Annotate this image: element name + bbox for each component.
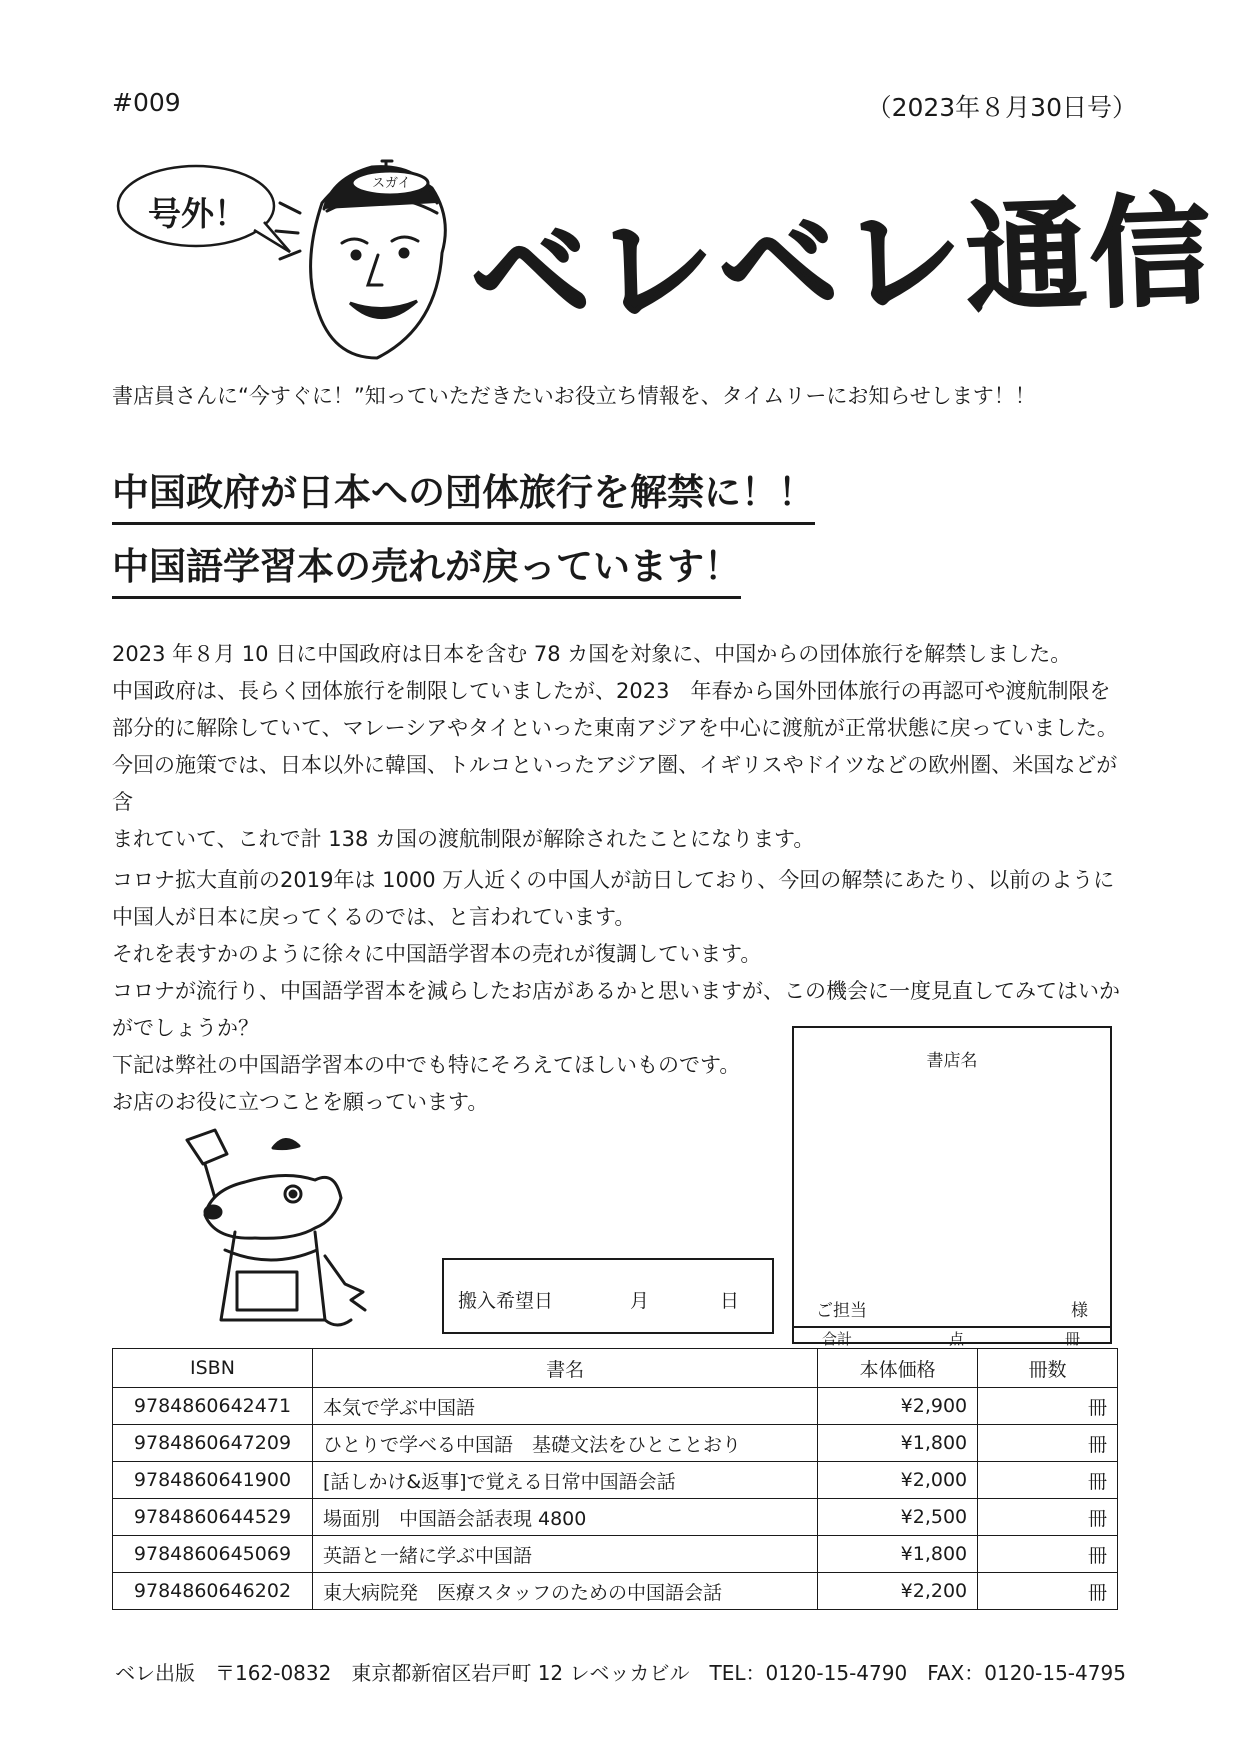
price-cell: ¥2,900	[818, 1388, 978, 1425]
mascot-dog-icon	[175, 1120, 405, 1342]
mascot-man-icon	[272, 143, 472, 368]
tagline: 書店員さんに“今すぐに！”知っていただきたいお役立ち情報を、タイムリーにお知らせします！！	[112, 384, 1036, 408]
table-row	[113, 1499, 1118, 1536]
title-cell: [話しかけ&返事]で覚える日常中国語会話	[312, 1462, 817, 1499]
body-paragraph-1	[112, 636, 1132, 858]
table-row	[113, 1425, 1118, 1462]
issue-date: （2023年８月30日号）	[866, 93, 1137, 122]
headline-secondary: 中国語学習本の売れが戻っています！	[112, 536, 741, 599]
price-cell: ¥1,800	[818, 1425, 978, 1462]
contact-person-label: ご担当	[816, 1301, 867, 1321]
quantity-cell[interactable]: 冊	[978, 1573, 1118, 1610]
quantity-cell[interactable]: 冊	[978, 1536, 1118, 1573]
hat-text: スガイ	[372, 176, 411, 191]
table-row	[113, 1388, 1118, 1425]
table-header-row	[113, 1349, 1118, 1388]
paragraph-line: コロナ拡大直前の2019年は 1000 万人近くの中国人が訪日しており、今回の解禁にあたり、以前のように	[112, 868, 1115, 892]
paragraph-line: 中国人が日本に戻ってくるのでは、と言われています。	[112, 905, 636, 929]
copies-label: 冊	[1064, 1330, 1080, 1348]
isbn-header: ISBN	[113, 1349, 313, 1388]
isbn-cell: 9784860646202	[113, 1573, 313, 1610]
paragraph-line: がでしょうか？	[112, 1016, 259, 1040]
delivery-date-box	[442, 1258, 774, 1334]
paragraph-line: 今回の施策では、日本以外に韓国、トルコといったアジア圏、イギリスやドイツなどの欧州圏、米国などが含	[112, 753, 1118, 814]
table-row	[113, 1536, 1118, 1573]
paragraph-line: 2023 年８月 10 日に中国政府は日本を含む 78 カ国を対象に、中国からの団体旅行を解禁しました。	[112, 642, 1072, 666]
isbn-cell: 9784860647209	[113, 1425, 313, 1462]
price-cell: ¥2,200	[818, 1573, 978, 1610]
isbn-cell: 9784860642471	[113, 1388, 313, 1425]
paragraph-line: 下記は弊社の中国語学習本の中でも特にそろえてほしいものです。	[112, 1053, 741, 1077]
order-table	[112, 1348, 1118, 1610]
price-header: 本体価格	[818, 1349, 978, 1388]
total-label: 合計	[822, 1330, 853, 1348]
title-cell: 場面別 中国語会話表現 4800	[312, 1499, 817, 1536]
headline-primary: 中国政府が日本への団体旅行を解禁に！！	[112, 462, 815, 525]
paragraph-line: お店のお役に立つことを願っています。	[112, 1090, 489, 1114]
price-cell: ¥2,500	[818, 1499, 978, 1536]
delivery-date-label: 搬入希望日	[458, 1290, 554, 1312]
title-cell: 東大病院発 医療スタッフのための中国語会話	[312, 1573, 817, 1610]
title-cell: 本気で学ぶ中国語	[312, 1388, 817, 1425]
quantity-cell[interactable]: 冊	[978, 1425, 1118, 1462]
isbn-cell: 9784860641900	[113, 1462, 313, 1499]
store-contact-row	[794, 1268, 1110, 1328]
store-info-box	[792, 1026, 1112, 1348]
quantity-cell[interactable]: 冊	[978, 1499, 1118, 1536]
quantity-cell[interactable]: 冊	[978, 1462, 1118, 1499]
publisher-footer: ベレ出版 〒162-0832 東京都新宿区岩戸町 12 レベッカビル TEL：0120-15-4790 FAX：0120-15-4795	[115, 1661, 1126, 1685]
speech-bubble-text: 号外！	[148, 194, 247, 233]
title-header: 書名	[312, 1349, 817, 1388]
quantity-header: 冊数	[978, 1349, 1118, 1388]
delivery-month-label: 月	[630, 1290, 650, 1312]
title-cell: 英語と一緒に学ぶ中国語	[312, 1536, 817, 1573]
delivery-day-label: 日	[720, 1290, 740, 1312]
isbn-cell: 9784860645069	[113, 1536, 313, 1573]
newsletter-logo-title: ベレベレ通信	[468, 182, 1217, 347]
table-row	[113, 1573, 1118, 1610]
isbn-cell: 9784860644529	[113, 1499, 313, 1536]
table-row	[113, 1462, 1118, 1499]
points-label: 点	[949, 1330, 965, 1348]
paragraph-line: コロナが流行り、中国語学習本を減らしたお店があるかと思いますが、この機会に一度見直してみてはいか	[112, 979, 1120, 1003]
paragraph-line: まれていて、これで計 138 カ国の渡航制限が解除されたことになります。	[112, 827, 815, 851]
paragraph-line: それを表すかのように徐々に中国語学習本の売れが復調しています。	[112, 942, 762, 966]
contact-honorific: 様	[1071, 1301, 1088, 1321]
price-cell: ¥1,800	[818, 1536, 978, 1573]
issue-number: #009	[112, 88, 181, 117]
price-cell: ¥2,000	[818, 1462, 978, 1499]
paragraph-line: 中国政府は、長らく団体旅行を制限していましたが、2023 年春から国外団体旅行の再認可や渡航制限を	[112, 679, 1111, 703]
title-cell: ひとりで学べる中国語 基礎文法をひとことおり	[312, 1425, 817, 1462]
quantity-cell[interactable]: 冊	[978, 1388, 1118, 1425]
paragraph-line: 部分的に解除していて、マレーシアやタイといった東南アジアを中心に渡航が正常状態に戻っていました。	[112, 716, 1118, 740]
store-name-label: 書店名	[926, 1051, 978, 1071]
